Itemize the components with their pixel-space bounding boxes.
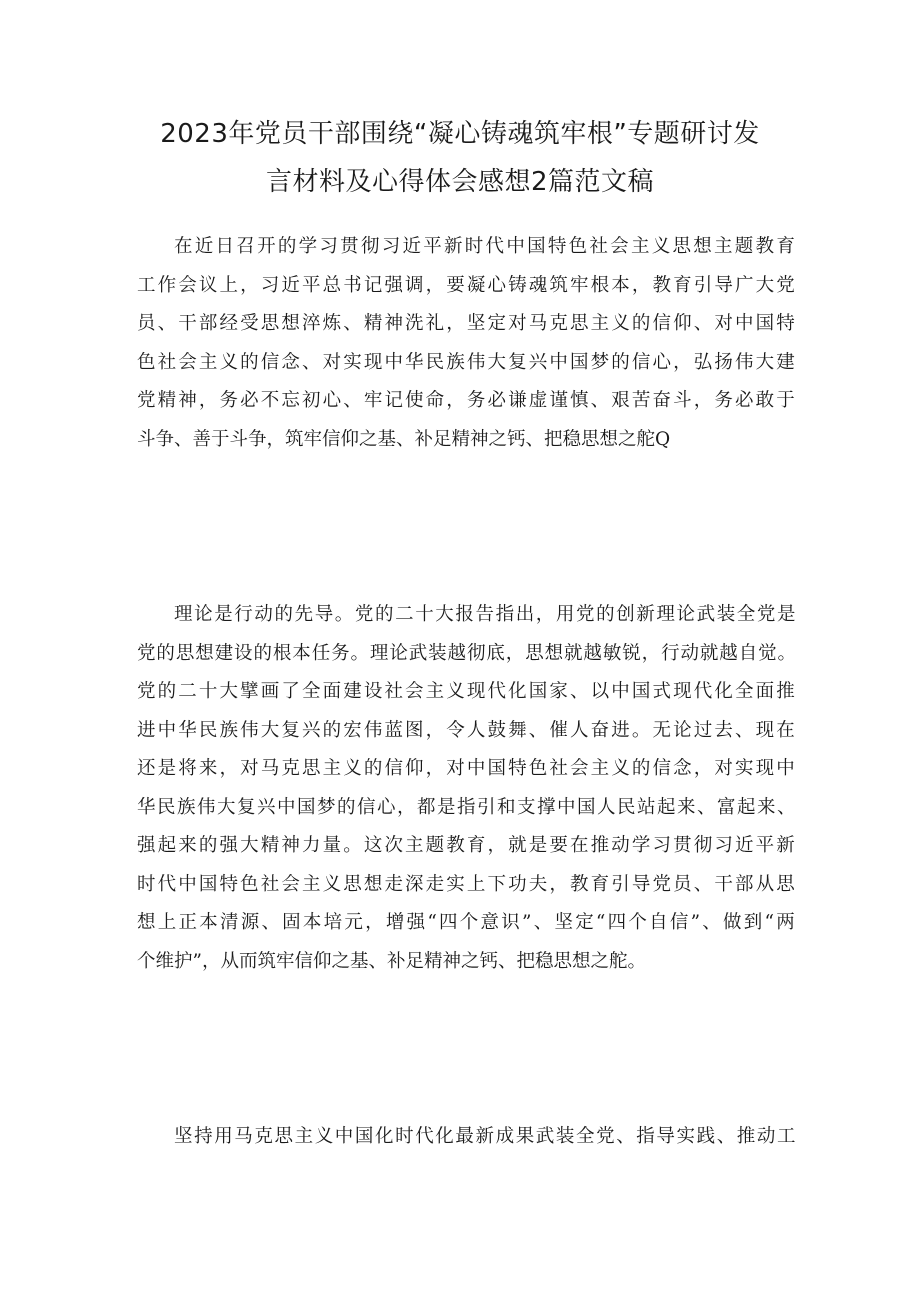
paragraph-line: 强起来的强大精神力量。这次主题教育，就是要在推动学习贯彻习近平新 (137, 835, 797, 856)
document-title (100, 110, 820, 206)
paragraph-line: 工作会议上，习近平总书记强调，要凝心铸魂筑牢根本，教育引导广大党 (137, 274, 797, 296)
paragraph-line: 华民族伟大复兴中国梦的信心，都是指引和支撑中国人民站起来、富起来、 (137, 796, 798, 818)
paragraph-line: 还是将来，对马克思主义的信仰，对中国特色社会主义的信念，对实现中 (137, 758, 797, 779)
paragraph-line: 坚持用马克思主义中国化时代化最新成果武装全党、指导实践、推动工 (174, 1126, 798, 1147)
paragraph-2 (137, 596, 797, 981)
paragraph-1 (137, 228, 797, 459)
title-line: 言材料及心得体会感想2篇范文稿 (265, 167, 655, 197)
paragraph-line: 时代中国特色社会主义思想走深走实上下功夫，教育引导党员、干部从思 (137, 873, 797, 895)
paragraph-line: 党的思想建设的根本任务。理论武装越彻底，思想就越敏锐，行动就越自觉。 (137, 642, 797, 664)
paragraph-line: 斗争、善于斗争，筑牢信仰之基、补足精神之钙、把稳思想之舵Q (137, 428, 671, 450)
paragraph-line: 色社会主义的信念、对实现中华民族伟大复兴中国梦的信心，弘扬伟大建 (137, 351, 797, 373)
paragraph-line: 党精神，务必不忘初心、牢记使命，务必谦虚谨慎、艰苦奋斗，务必敢于 (137, 390, 797, 411)
paragraph-line: 员、干部经受思想淬炼、精神洗礼，坚定对马克思主义的信仰、对中国特 (137, 313, 797, 334)
paragraph-line: 党的二十大擘画了全面建设社会主义现代化国家、以中国式现代化全面推 (137, 681, 797, 702)
paragraph-line: 个维护”，从而筑牢信仰之基、补足精神之钙、把稳思想之舵。 (137, 950, 646, 972)
paragraph-line: 在近日召开的学习贯彻习近平新时代中国特色社会主义思想主题教育 (174, 236, 798, 257)
paragraph-line: 理论是行动的先导。党的二十大报告指出，用党的创新理论武装全党是 (174, 604, 798, 625)
paragraph-3 (137, 1118, 797, 1157)
title-line: 2023年党员干部围绕“凝心铸魂筑牢根”专题研讨发 (160, 119, 760, 149)
paragraph-line: 想上正本清源、固本培元，增强“四个意识”、坚定“四个自信”、做到“两 (137, 912, 797, 933)
paragraph-line: 进中华民族伟大复兴的宏伟蓝图，令人鼓舞、催人奋进。无论过去、现在 (137, 719, 797, 741)
